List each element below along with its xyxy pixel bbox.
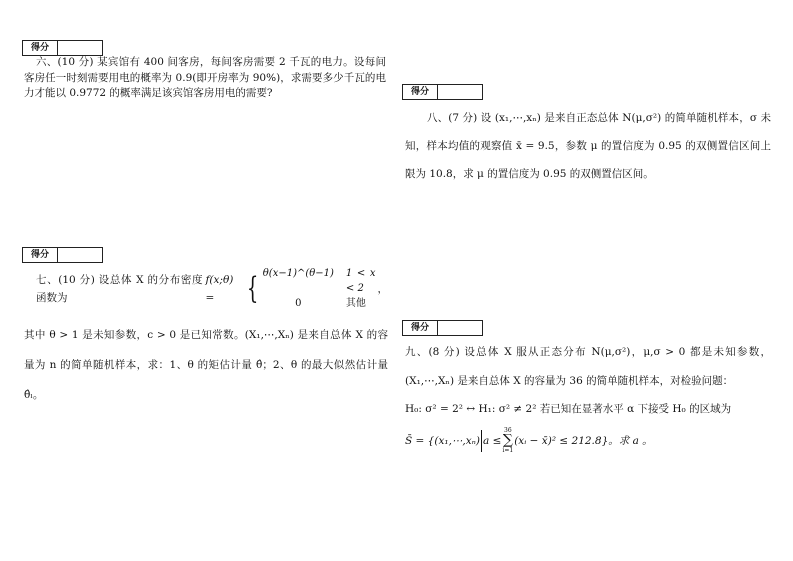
question-9 [405,338,771,455]
score-blank [58,41,102,55]
question-6 [24,55,386,102]
summation [502,427,513,454]
region-right: (xᵢ − x̄)² ≤ 212.8}。求 a 。 [514,434,653,447]
sum-upper: 36 [504,427,512,435]
score-box-q6 [22,40,103,56]
region-a: a ≤ [483,434,502,447]
score-label: 得分 [403,85,438,99]
region-left: S̄ = {(x₁,⋯,xₙ) [405,434,481,447]
question-9-intro: 九、(8 分) 设总体 X 服从正态分布 N(μ,σ²)，μ,σ > 0 都是未知参数，(X₁,⋯,Xₙ) 是来自总体 X 的容量为 36 的简单随机样本，对检验问题： [405,346,771,387]
score-box-q9 [402,320,483,336]
case2-expr: 0 [295,298,302,309]
question-7-intro: 七、(10 分) 设总体 X 的分布密度函数为 [36,273,203,304]
case2-cond: 其他 [345,298,366,309]
acceptance-region [405,427,771,456]
question-7-body: 其中 θ > 1 是未知参数，c > 0 是已知常数。(X₁,⋯,Xₙ) 是来自总体 X 的容量为 n 的简单随机样本，求：1、θ 的矩估计量 θ̂；2、θ 的最大似然估计量 θ̂ₗ。 [24,329,388,401]
sum-lower: i=1 [502,447,514,455]
piecewise-definition [243,266,376,311]
divider-bar [481,430,482,452]
sigma-icon: ∑ [502,432,513,449]
brace-icon: { [246,270,258,306]
score-box-q7 [22,247,103,263]
hypothesis-text: H₀: σ² = 2² ↔ H₁: σ² ≠ 2² 若已知在显著水平 α 下接受 H₀ 的区域为 [405,403,732,415]
score-label: 得分 [23,248,58,262]
score-blank [58,248,102,262]
question-7-trail: ， [377,282,388,295]
score-label: 得分 [403,321,438,335]
question-8-text: 八、(7 分) 设 (x₁,⋯,xₙ) 是来自正态总体 N(μ,σ²) 的简单随机样本，σ 未知，样本均值的观察值 x̄ = 9.5，参数 μ 的置信度为 0.95 的双侧置信区间上限为 10.8，求 μ 的置信度为 0.95 的双侧置信区间。 [405,112,771,180]
question-8 [405,104,771,188]
score-blank [438,321,482,335]
score-blank [438,85,482,99]
density-function: f(x;θ) = [205,273,234,304]
case1-expr: θ(x−1)^(θ−1) [262,268,334,279]
score-box-q8 [402,84,483,100]
question-6-text: 六、(10 分) 某宾馆有 400 间客房，每间客房需要 2 千瓦的电力。设每间客房任一时刻需要用电的概率为 0.9(即开房率为 90%)，求需要多少千瓦的电力才能以 0.9772 的概率满足该宾馆客房用电的需要? [24,56,386,99]
case1-cond: 1 < x < 2 [345,268,376,294]
question-7 [24,266,388,410]
score-label: 得分 [23,41,58,55]
